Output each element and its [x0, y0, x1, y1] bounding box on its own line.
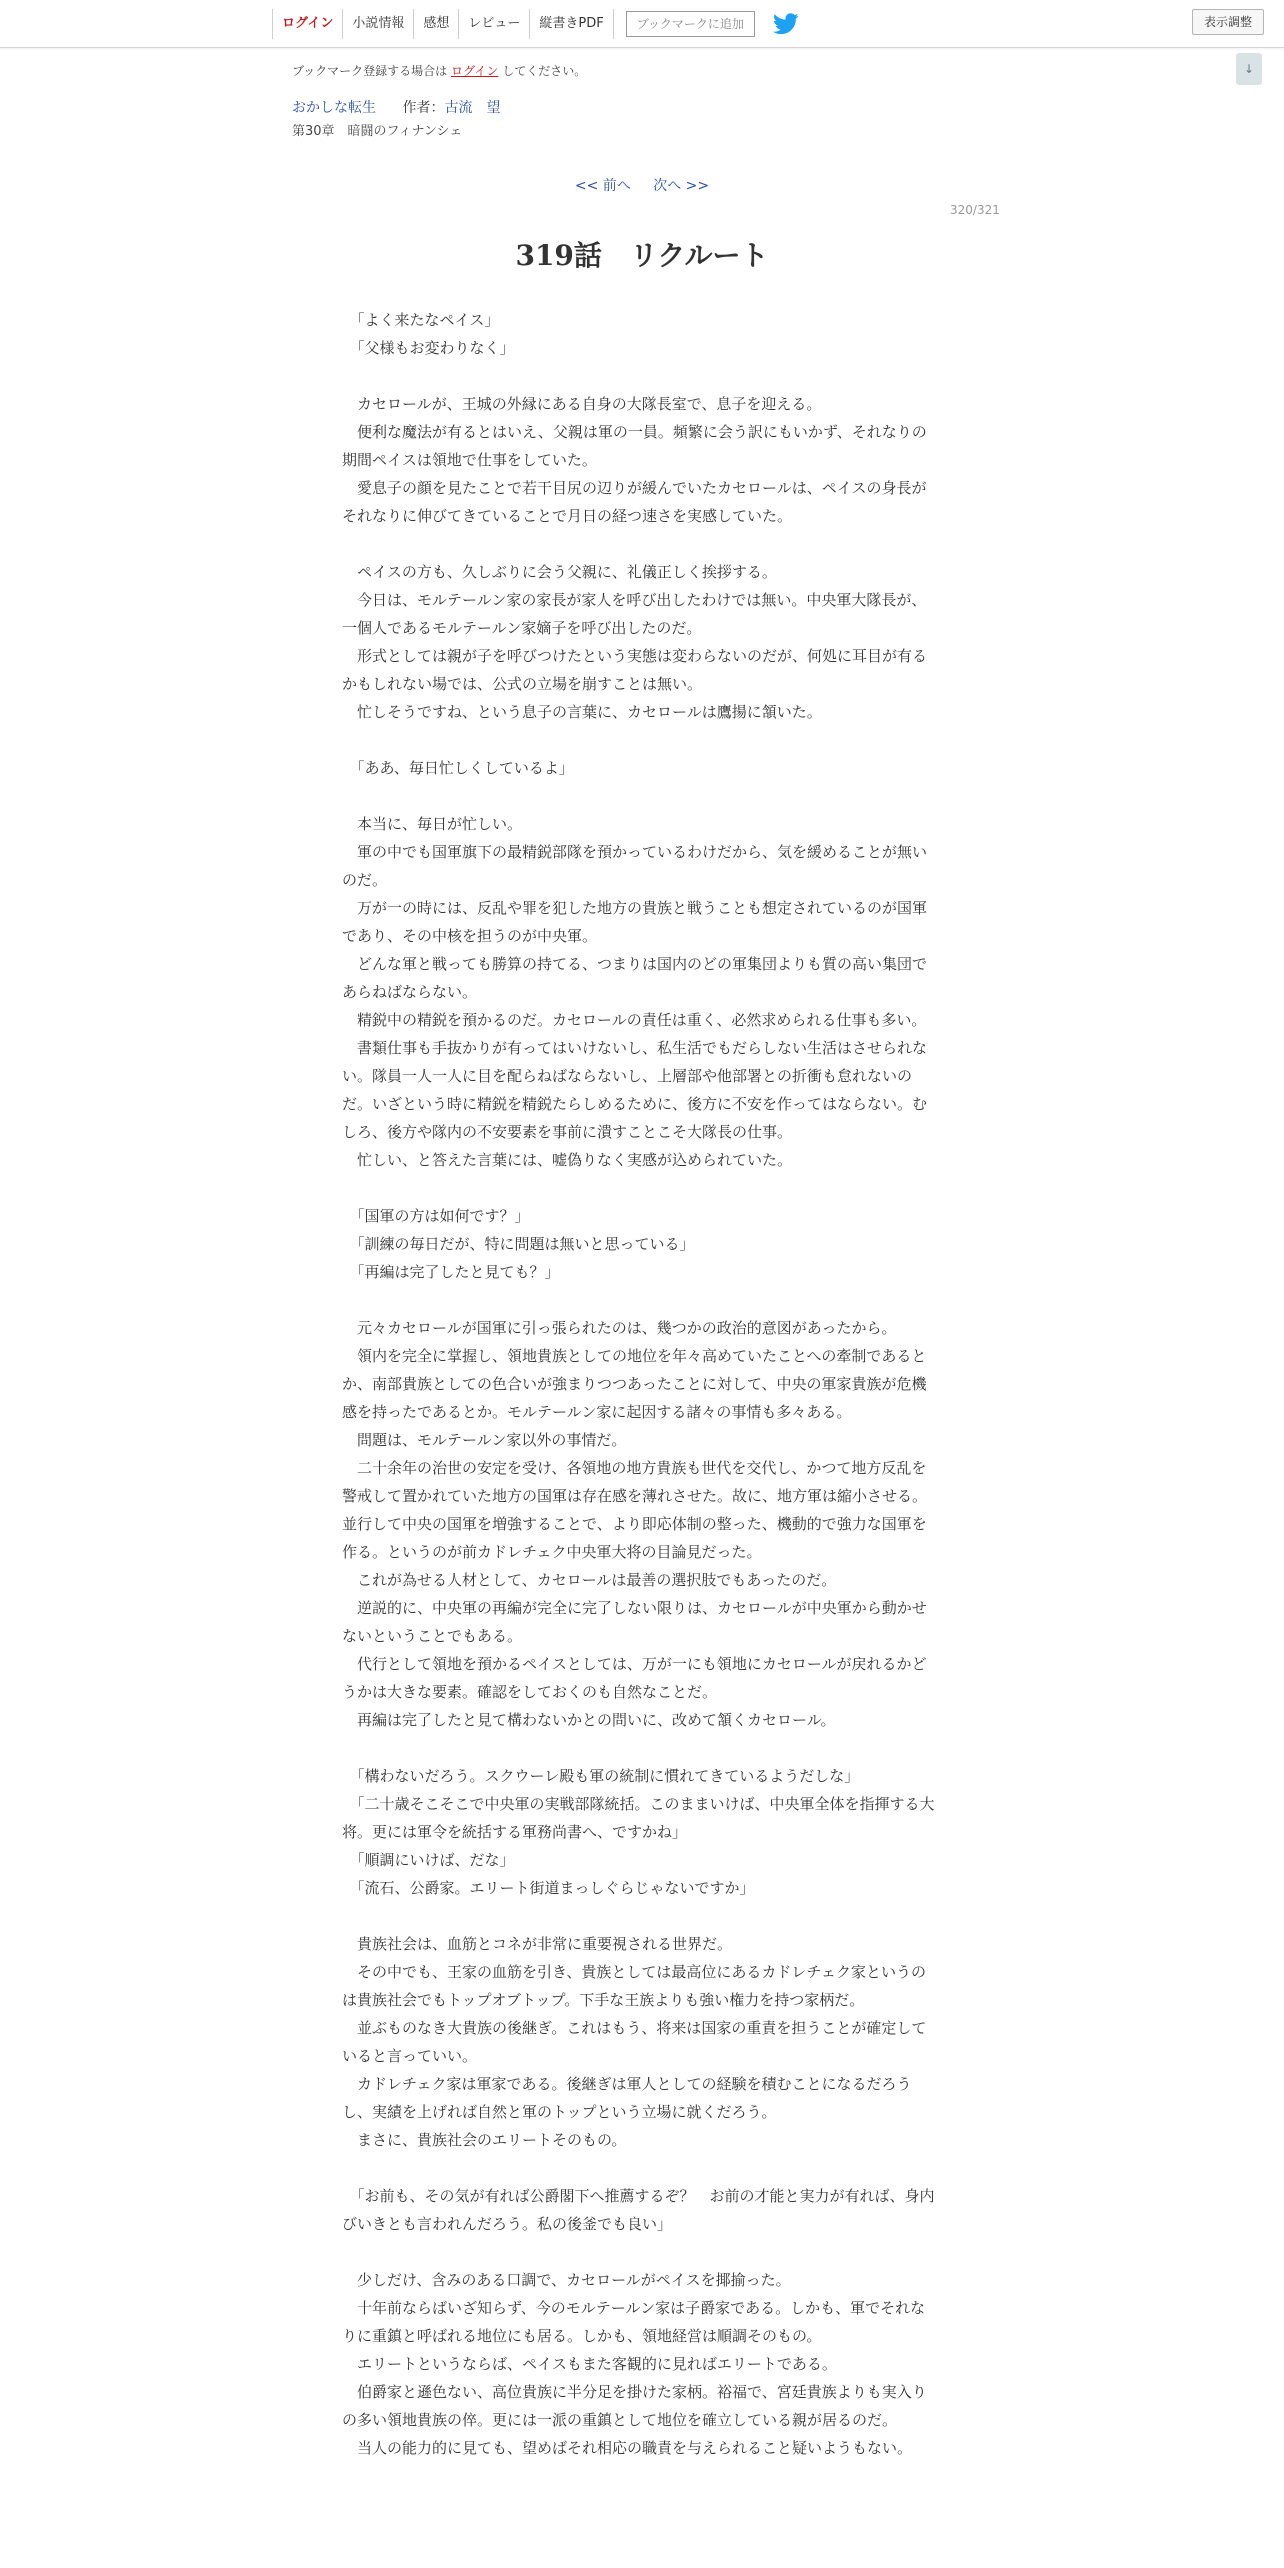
body-paragraph: 伯爵家と遜色ない、高位貴族に半分足を掛けた家柄。裕福で、宮廷貴族よりも実入りの多い領地貴族の倅。更には一派の重鎮として地位を確立している親が居るのだ。: [342, 2383, 927, 2429]
body-paragraph: 「訓練の毎日だが、特に問題は無いと思っている」: [342, 1235, 695, 1253]
author-label: 作者：: [402, 100, 445, 116]
nav-review[interactable]: レビュー: [458, 9, 529, 39]
login-link[interactable]: ログイン: [451, 64, 499, 78]
novel-title-link[interactable]: おかしな転生: [292, 100, 376, 116]
body-paragraph: [342, 1902, 936, 1930]
body-paragraph: 軍の中でも国軍旗下の最精鋭部隊を預かっているわけだから、気を緩めることが無いのだ。: [342, 843, 928, 889]
twitter-icon[interactable]: [773, 13, 799, 35]
scroll-down-button[interactable]: ↓: [1236, 53, 1262, 85]
body-paragraph: 逆説的に、中央軍の再編が完全に完了しない限りは、カセロールが中央軍から動かせないということでもある。: [342, 1599, 927, 1645]
body-paragraph: どんな軍と戦っても勝算の持てる、つまりは国内のどの軍集団よりも質の高い集団であらねばならない。: [342, 955, 928, 1001]
nav-login[interactable]: ログイン: [272, 9, 342, 39]
body-paragraph: 今日は、モルテールン家の家長が家人を呼び出したわけでは無い。中央軍大隊長が、一個人であるモルテールン家嫡子を呼び出したのだ。: [342, 591, 927, 637]
body-paragraph: 「再編は完了したと見ても？」: [342, 1263, 560, 1281]
body-paragraph: 「父様もお変わりなく」: [342, 339, 515, 357]
page-count: 320/321: [950, 203, 1000, 217]
body-paragraph: 問題は、モルテールン家以外の事情だ。: [342, 1431, 627, 1449]
body-paragraph: [342, 362, 936, 390]
pager: [0, 175, 1284, 195]
body-paragraph: 「順調にいけば、だな」: [342, 1851, 515, 1869]
body-paragraph: [342, 2154, 936, 2182]
body-paragraph: 再編は完了したと見て構わないかとの問いに、改めて頷くカセロール。: [342, 1711, 836, 1729]
body-paragraph: 忙しそうですね、という息子の言葉に、カセロールは鷹揚に頷いた。: [342, 703, 822, 721]
body-paragraph: 便利な魔法が有るとはいえ、父親は軍の一員。頻繁に会う訳にもいかず、それなりの期間ペイスは領地で仕事をしていた。: [342, 423, 927, 469]
author-link[interactable]: 古流 望: [444, 100, 501, 116]
next-link[interactable]: 次へ >>: [653, 178, 710, 194]
body-paragraph: 精鋭中の精鋭を預かるのだ。カセロールの責任は重く、必然求められる仕事も多い。: [342, 1011, 927, 1029]
body-paragraph: カセロールが、王城の外縁にある自身の大隊長室で、息子を迎える。: [342, 395, 822, 413]
body-paragraph: 当人の能力的に見ても、望めばそれ相応の職責を与えられること疑いようもない。: [342, 2439, 913, 2457]
novel-body: [342, 306, 936, 2462]
body-paragraph: [342, 1286, 936, 1314]
body-paragraph: [342, 1734, 936, 1762]
nav-bar: [272, 9, 799, 39]
body-paragraph: 二十余年の治世の安定を受け、各領地の地方貴族も世代を交代し、かつて地方反乱を警戒して置かれていた地方の国軍は存在感を薄れさせた。故に、地方軍は縮小させる。並行して中央の国軍を増強することで、より即応体制の整った、機動的で強力な国軍を作る。というのが前カドレチェク中央軍大将の目論見だった。: [342, 1459, 928, 1561]
nav-vertical-pdf[interactable]: 縦書きPDF: [529, 9, 613, 39]
body-paragraph: 元々カセロールが国軍に引っ張られたのは、幾つかの政治的意図があったから。: [342, 1319, 897, 1337]
body-paragraph: 「構わないだろう。スクウーレ殿も軍の統制に慣れてきているようだしな」: [342, 1767, 860, 1785]
episode-title: 319話 リクルート: [515, 239, 769, 272]
body-paragraph: 万が一の時には、反乱や罪を犯した地方の貴族と戦うことも想定されているのが国軍であり、その中核を担うのが中央軍。: [342, 899, 928, 945]
body-paragraph: 書類仕事も手抜かりが有ってはいけないし、私生活でもだらしない生活はさせられない。隊員一人一人に目を配らねばならないし、上層部や他部署との折衝も怠れないのだ。いざという時に精鋭を精鋭たらしめるために、後方に不安を作ってはならない。むしろ、後方や隊内の不安要素を事前に潰すことこそ大隊長の仕事。: [342, 1039, 928, 1141]
body-paragraph: [342, 1174, 936, 1202]
body-paragraph: [342, 726, 936, 754]
novel-meta: [292, 97, 500, 117]
body-paragraph: 「お前も、その気が有れば公爵閣下へ推薦するぞ？ お前の才能と実力が有れば、身内びいきとも言われんだろう。私の後釜でも良い」: [342, 2187, 935, 2233]
nav-novel-info[interactable]: 小説情報: [342, 9, 413, 39]
body-paragraph: 少しだけ、含みのある口調で、カセロールがペイスを揶揄った。: [342, 2271, 791, 2289]
body-paragraph: 代行として領地を預かるペイスとしては、万が一にも領地にカセロールが戻れるかどうかは大きな要素。確認をしておくのも自然なことだ。: [342, 1655, 927, 1701]
body-paragraph: 形式としては親が子を呼びつけたという実態は変わらないのだが、何処に耳目が有るかもしれない場では、公式の立場を崩すことは無い。: [342, 647, 928, 693]
body-paragraph: 並ぶものなき大貴族の後継ぎ。これはもう、将来は国家の重責を担うことが確定していると言っていい。: [342, 2019, 927, 2065]
add-bookmark-button[interactable]: ブックマークに追加: [626, 11, 755, 37]
body-paragraph: 「二十歳そこそこで中央軍の実戦部隊統括。このままいけば、中央軍全体を指揮する大将。更には軍令を統括する軍務尚書へ、ですかね」: [342, 1795, 935, 1841]
display-settings-button[interactable]: 表示調整: [1192, 9, 1264, 35]
body-paragraph: 「ああ、毎日忙しくしているよ」: [342, 759, 574, 777]
body-paragraph: [342, 530, 936, 558]
login-note: [292, 62, 586, 79]
body-paragraph: まさに、貴族社会のエリートそのもの。: [342, 2131, 627, 2149]
body-paragraph: 「よく来たなペイス」: [342, 311, 500, 329]
nav-impressions[interactable]: 感想: [413, 9, 458, 39]
body-paragraph: [342, 2238, 936, 2266]
body-paragraph: エリートというならば、ペイスもまた客観的に見ればエリートである。: [342, 2355, 837, 2373]
body-paragraph: これが為せる人材として、カセロールは最善の選択肢でもあったのだ。: [342, 1571, 837, 1589]
body-paragraph: カドレチェク家は軍家である。後継ぎは軍人としての経験を積むことになるだろうし、実績を上げれば自然と軍のトップという立場に就くだろう。: [342, 2075, 912, 2121]
login-note-prefix: ブックマーク登録する場合は: [292, 64, 448, 78]
prev-link[interactable]: << 前へ: [574, 178, 631, 194]
body-paragraph: 愛息子の顔を見たことで若干目尻の辺りが緩んでいたカセロールは、ペイスの身長がそれなりに伸びてきていることで月日の経つ速さを実感していた。: [342, 479, 927, 525]
top-header: [0, 0, 1284, 48]
body-paragraph: 「流石、公爵家。エリート街道まっしぐらじゃないですか」: [342, 1879, 755, 1897]
body-paragraph: [342, 782, 936, 810]
body-paragraph: その中でも、王家の血筋を引き、貴族としては最高位にあるカドレチェク家というのは貴族社会でもトップオブトップ。下手な王族よりも強い権力を持つ家柄だ。: [342, 1963, 926, 2009]
body-paragraph: ペイスの方も、久しぶりに会う父親に、礼儀正しく挨拶する。: [342, 563, 777, 581]
body-paragraph: 領内を完全に掌握し、領地貴族としての地位を年々高めていたことへの牽制であるとか、南部貴族としての色合いが強まりつつあったことに対して、中央の軍家貴族が危機感を持ったであるとか。モルテールン家に起因する諸々の事情も多々ある。: [342, 1347, 927, 1421]
body-paragraph: 忙しい、と答えた言葉には、嘘偽りなく実感が込められていた。: [342, 1151, 793, 1169]
body-paragraph: 本当に、毎日が忙しい。: [342, 815, 523, 833]
body-paragraph: 十年前ならばいざ知らず、今のモルテールン家は子爵家である。しかも、軍でそれなりに重鎮と呼ばれる地位にも居る。しかも、領地経営は順調そのもの。: [342, 2299, 926, 2345]
body-paragraph: 貴族社会は、血筋とコネが非常に重要視される世界だ。: [342, 1935, 733, 1953]
login-note-suffix: してください。: [502, 64, 587, 78]
chapter-title: 第30章 暗闘のフィナンシェ: [292, 124, 463, 139]
body-paragraph: 「国軍の方は如何です？」: [342, 1207, 530, 1225]
